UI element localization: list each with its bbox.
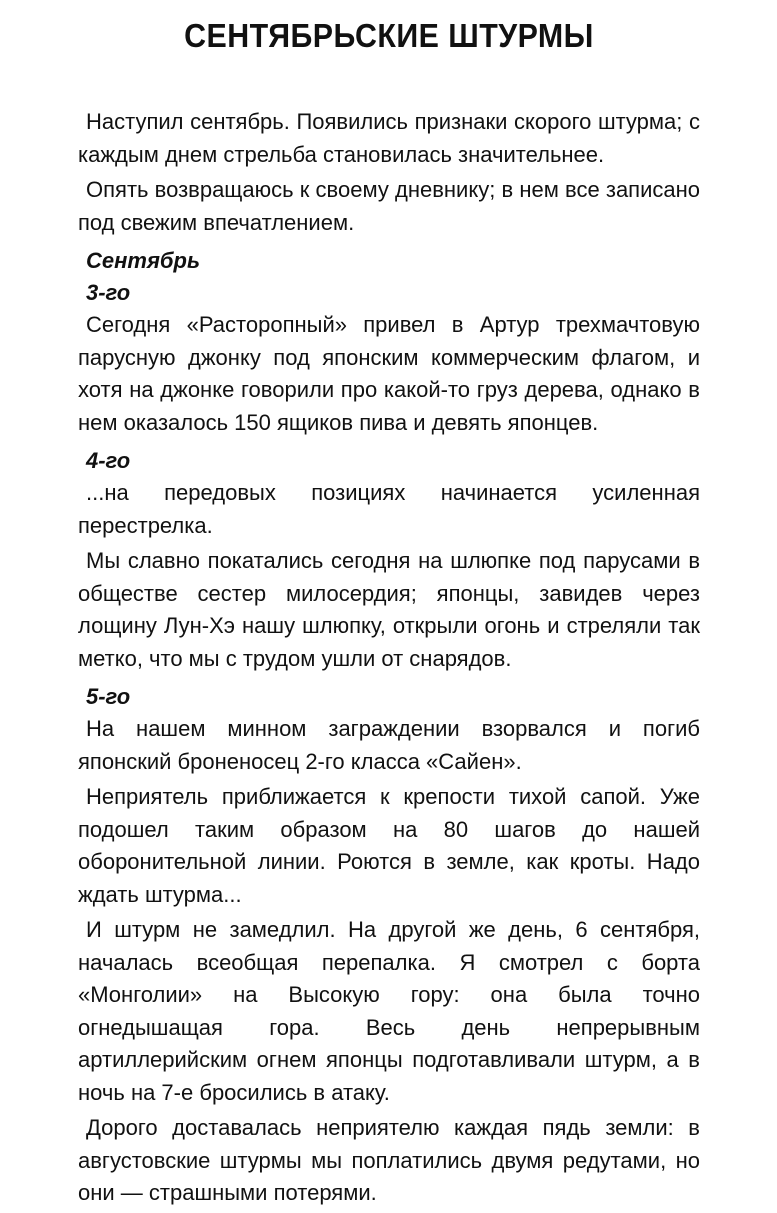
diary-date-4-heading: 4-го bbox=[86, 448, 131, 473]
chapter-title: СЕНТЯБРЬСКИЕ ШТУРМЫ bbox=[184, 17, 594, 54]
diary-month-heading: Сентябрь bbox=[86, 248, 201, 273]
intro-paragraph-2: Опять возвращаюсь к своему дневнику; в нем все записано под свежим впечатлением. bbox=[78, 177, 700, 235]
diary-day4-paragraph-1: ...на передовых позициях начинается усиленная перестрелка. bbox=[78, 480, 700, 538]
diary-day3-paragraph-1: Сегодня «Расторопный» привел в Артур трехмачтовую парусную джонку под японским коммерческим флагом, и хотя на джонке говорили про какой-то груз дерева, однако в нем оказалось 150 ящиков пива и девять японцев. bbox=[78, 312, 700, 435]
diary-day4-paragraph-2: Мы славно покатались сегодня на шлюпке под парусами в обществе сестер милосердия; японцы, завидев через лощину Лун-Хэ нашу шлюпку, открыли огонь и стреляли так метко, что мы с трудом ушли от снарядов. bbox=[78, 548, 700, 671]
diary-date-5-heading: 5-го bbox=[86, 684, 131, 709]
book-page bbox=[78, 10, 700, 1213]
diary-day5-paragraph-4: Дорого доставалась неприятелю каждая пядь земли: в августовские штурмы мы поплатились двумя редутами, но они — страшными потерями. bbox=[78, 1115, 700, 1205]
intro-paragraph-1: Наступил сентябрь. Появились признаки скорого штурма; с каждым днем стрельба становилась значительнее. bbox=[78, 109, 700, 167]
diary-day5-paragraph-2: Неприятель приближается к крепости тихой сапой. Уже подошел таким образом на 80 шагов до нашей оборонительной линии. Роются в земле, как кроты. Надо ждать штурма... bbox=[78, 784, 700, 907]
diary-date-3-heading: 3-го bbox=[86, 280, 131, 305]
diary-day5-paragraph-3: И штурм не замедлил. На другой же день, 6 сентября, началась всеобщая перепалка. Я смотрел с борта «Монголии» на Высокую гору: она была точно огнедышащая гора. Весь день непрерывным артиллерийским огнем японцы подготавливали штурм, а в ночь на 7-е бросились в атаку. bbox=[78, 917, 700, 1105]
diary-day5-paragraph-1: На нашем минном заграждении взорвался и погиб японский броненосец 2-го класса «Сайен». bbox=[78, 716, 700, 774]
